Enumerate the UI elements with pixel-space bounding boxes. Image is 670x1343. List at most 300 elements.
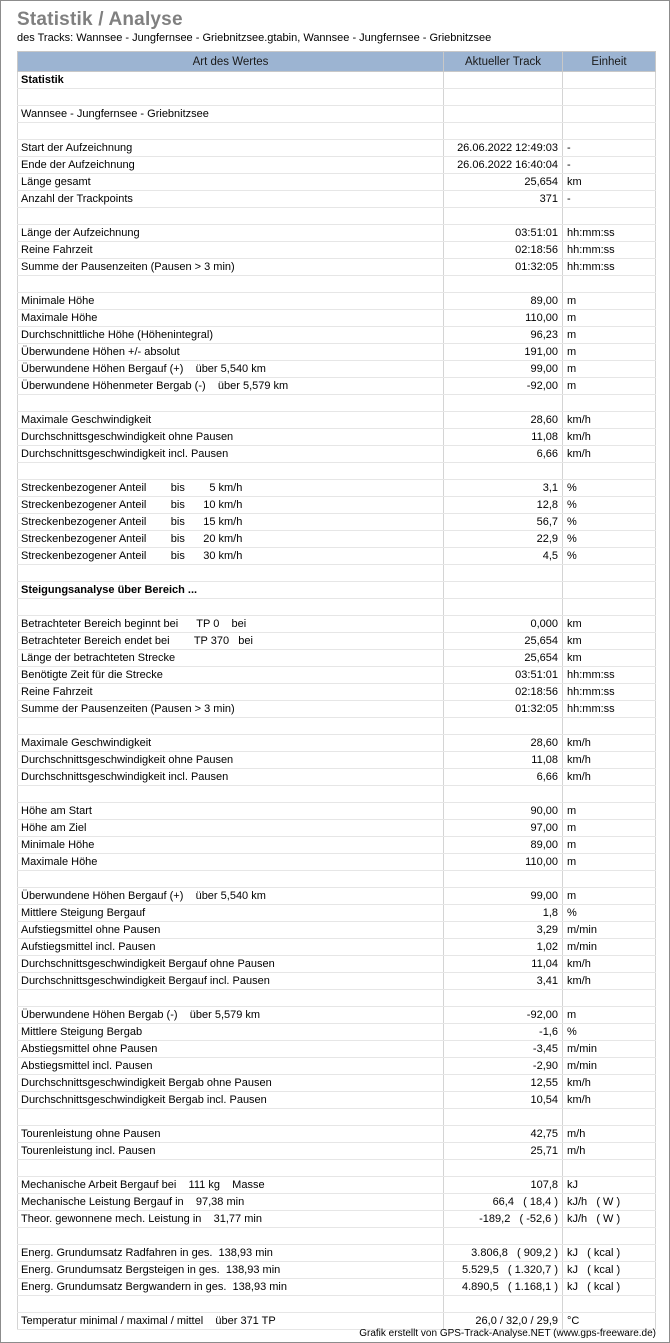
row-unit: kJ ( kcal ) [563,1279,656,1296]
table-row [18,412,656,429]
row-value: 02:18:56 [444,684,563,701]
row-label [18,1228,444,1245]
table-header-row [18,52,656,72]
row-value [444,89,563,106]
row-label: Abstiegsmittel ohne Pausen [18,1041,444,1058]
row-unit: km [563,174,656,191]
row-unit [563,990,656,1007]
row-value: 26.06.2022 16:40:04 [444,157,563,174]
spacer-row [18,871,656,888]
row-unit: - [563,140,656,157]
row-unit: kJ ( kcal ) [563,1262,656,1279]
table-row [18,633,656,650]
row-unit: m/min [563,939,656,956]
row-value [444,208,563,225]
table-row [18,820,656,837]
table-row [18,854,656,871]
row-label: Minimale Höhe [18,293,444,310]
row-unit: hh:mm:ss [563,259,656,276]
page-title: Statistik / Analyse [17,9,183,30]
row-value: 25,654 [444,650,563,667]
row-value: 96,23 [444,327,563,344]
table-row [18,752,656,769]
row-label: Minimale Höhe [18,837,444,854]
row-unit [563,1109,656,1126]
row-label: Ende der Aufzeichnung [18,157,444,174]
row-value [444,1228,563,1245]
table-row [18,1041,656,1058]
row-unit [563,565,656,582]
section-header-row [18,582,656,599]
spacer-row [18,463,656,480]
row-label: Durchschnittsgeschwindigkeit incl. Pausen [18,446,444,463]
row-label: Durchschnittsgeschwindigkeit Bergab ohne Pausen [18,1075,444,1092]
row-value: -3,45 [444,1041,563,1058]
table-row [18,497,656,514]
row-unit [563,718,656,735]
row-label: Anzahl der Trackpoints [18,191,444,208]
row-value: 4.890,5 ( 1.168,1 ) [444,1279,563,1296]
row-label: Maximale Geschwindigkeit [18,412,444,429]
row-value: 25,654 [444,633,563,650]
page-subtitle: des Tracks: Wannsee - Jungfernsee - Griebnitzsee.gtabin, Wannsee - Jungfernsee - Griebnitzsee [17,32,492,44]
row-unit [563,1228,656,1245]
row-label: Aufstiegsmittel incl. Pausen [18,939,444,956]
table-row [18,1075,656,1092]
row-value: -92,00 [444,378,563,395]
row-value: 1,02 [444,939,563,956]
row-label: Überwundene Höhen Bergab (-) über 5,579 km [18,1007,444,1024]
row-value [444,1296,563,1313]
row-label [18,395,444,412]
table-row [18,1245,656,1262]
row-label [18,1160,444,1177]
row-unit: m [563,1007,656,1024]
table-row [18,361,656,378]
row-label: Aufstiegsmittel ohne Pausen [18,922,444,939]
row-unit [563,106,656,123]
row-unit: m [563,803,656,820]
row-value: 56,7 [444,514,563,531]
table-row [18,1194,656,1211]
table-row [18,344,656,361]
row-value [444,276,563,293]
row-label: Statistik [18,72,444,89]
row-unit: % [563,905,656,922]
row-label: Durchschnittliche Höhe (Höhenintegral) [18,327,444,344]
row-unit: m [563,837,656,854]
row-label: Betrachteter Bereich beginnt bei TP 0 bei [18,616,444,633]
column-header-type: Art des Wertes [18,52,444,72]
row-value [444,106,563,123]
row-value: 3,29 [444,922,563,939]
row-unit: km/h [563,735,656,752]
row-unit: hh:mm:ss [563,225,656,242]
row-value: 110,00 [444,310,563,327]
row-value [444,463,563,480]
row-value: 11,08 [444,429,563,446]
row-label [18,89,444,106]
row-value: 0,000 [444,616,563,633]
table-row [18,922,656,939]
spacer-row [18,1296,656,1313]
row-label [18,786,444,803]
row-value: 26,0 / 32,0 / 29,9 [444,1313,563,1330]
table-row [18,446,656,463]
row-label: Maximale Geschwindigkeit [18,735,444,752]
spacer-row [18,208,656,225]
table-row [18,1313,656,1330]
row-value: 4,5 [444,548,563,565]
row-unit: m [563,378,656,395]
row-label [18,871,444,888]
row-unit: km/h [563,429,656,446]
row-unit: m [563,361,656,378]
row-value: 26.06.2022 12:49:03 [444,140,563,157]
row-unit: km/h [563,1092,656,1109]
table-row [18,1126,656,1143]
row-label: Benötigte Zeit für die Strecke [18,667,444,684]
spacer-row [18,395,656,412]
row-label [18,1296,444,1313]
spacer-row [18,1160,656,1177]
row-value: 28,60 [444,735,563,752]
row-unit: % [563,480,656,497]
table-row [18,242,656,259]
table-row [18,310,656,327]
row-label: Durchschnittsgeschwindigkeit ohne Pausen [18,429,444,446]
row-label: Länge der Aufzeichnung [18,225,444,242]
row-unit: % [563,1024,656,1041]
row-unit: m [563,293,656,310]
row-value: 01:32:05 [444,259,563,276]
row-label: Mittlere Steigung Bergab [18,1024,444,1041]
row-unit [563,582,656,599]
row-label: Wannsee - Jungfernsee - Griebnitzsee [18,106,444,123]
row-label: Tourenleistung ohne Pausen [18,1126,444,1143]
row-value: 03:51:01 [444,667,563,684]
row-value: 10,54 [444,1092,563,1109]
row-label: Summe der Pausenzeiten (Pausen > 3 min) [18,701,444,718]
spacer-row [18,1109,656,1126]
row-label: Steigungsanalyse über Bereich ... [18,582,444,599]
row-label: Länge der betrachteten Strecke [18,650,444,667]
row-label [18,276,444,293]
row-unit: km [563,633,656,650]
row-label: Start der Aufzeichnung [18,140,444,157]
row-label: Überwundene Höhen Bergauf (+) über 5,540 km [18,361,444,378]
row-label: Länge gesamt [18,174,444,191]
row-label: Höhe am Start [18,803,444,820]
row-unit [563,786,656,803]
table-row [18,1143,656,1160]
table-row [18,803,656,820]
row-label: Streckenbezogener Anteil bis 30 km/h [18,548,444,565]
row-unit [563,395,656,412]
row-label: Energ. Grundumsatz Bergsteigen in ges. 138,93 min [18,1262,444,1279]
row-label: Durchschnittsgeschwindigkeit Bergauf ohne Pausen [18,956,444,973]
table-body [18,72,656,1330]
row-label: Temperatur minimal / maximal / mittel über 371 TP [18,1313,444,1330]
row-value: 1,8 [444,905,563,922]
row-label: Streckenbezogener Anteil bis 15 km/h [18,514,444,531]
row-unit: m/min [563,1041,656,1058]
table-row [18,514,656,531]
row-unit: km [563,650,656,667]
row-value: 02:18:56 [444,242,563,259]
footer-credit: Grafik erstellt von GPS-Track-Analyse.NET (www.gps-freeware.de) [359,1328,656,1339]
row-unit: m [563,820,656,837]
row-label: Theor. gewonnene mech. Leistung in 31,77 min [18,1211,444,1228]
table-row [18,888,656,905]
spacer-row [18,565,656,582]
row-value: 01:32:05 [444,701,563,718]
table-row [18,259,656,276]
row-value: 22,9 [444,531,563,548]
row-label: Durchschnittsgeschwindigkeit ohne Pausen [18,752,444,769]
row-unit: m [563,854,656,871]
table-row [18,701,656,718]
row-label: Durchschnittsgeschwindigkeit Bergab incl. Pausen [18,1092,444,1109]
row-unit: km/h [563,769,656,786]
spacer-row [18,786,656,803]
row-label: Überwundene Höhen Bergauf (+) über 5,540 km [18,888,444,905]
row-value: 25,654 [444,174,563,191]
row-unit [563,463,656,480]
row-unit [563,1296,656,1313]
spacer-row [18,718,656,735]
row-unit: m [563,310,656,327]
row-unit: km/h [563,446,656,463]
table-row [18,174,656,191]
row-unit: % [563,514,656,531]
table-row [18,667,656,684]
row-unit: km/h [563,412,656,429]
row-value [444,582,563,599]
row-unit: hh:mm:ss [563,701,656,718]
row-label: Summe der Pausenzeiten (Pausen > 3 min) [18,259,444,276]
table-row [18,735,656,752]
row-unit: °C [563,1313,656,1330]
row-value [444,786,563,803]
row-label [18,1109,444,1126]
row-label: Streckenbezogener Anteil bis 5 km/h [18,480,444,497]
table-row [18,191,656,208]
table-row [18,1262,656,1279]
row-value [444,565,563,582]
row-value: -92,00 [444,1007,563,1024]
row-value [444,72,563,89]
row-value: 3.806,8 ( 909,2 ) [444,1245,563,1262]
row-label [18,718,444,735]
row-label: Betrachteter Bereich endet bei TP 370 bei [18,633,444,650]
row-value [444,123,563,140]
row-value: 107,8 [444,1177,563,1194]
spacer-row [18,123,656,140]
row-label: Energ. Grundumsatz Radfahren in ges. 138,93 min [18,1245,444,1262]
row-value: 90,00 [444,803,563,820]
table-row [18,1024,656,1041]
row-value [444,871,563,888]
row-label: Maximale Höhe [18,310,444,327]
row-value [444,1109,563,1126]
row-value [444,599,563,616]
table-row [18,973,656,990]
table-row [18,956,656,973]
row-unit: m/h [563,1126,656,1143]
row-value: -2,90 [444,1058,563,1075]
table-row [18,837,656,854]
table-row [18,157,656,174]
row-label: Durchschnittsgeschwindigkeit incl. Pausen [18,769,444,786]
row-value: 03:51:01 [444,225,563,242]
row-label: Energ. Grundumsatz Bergwandern in ges. 138,93 min [18,1279,444,1296]
row-label: Mechanische Arbeit Bergauf bei 111 kg Masse [18,1177,444,1194]
row-value: 371 [444,191,563,208]
row-unit: km/h [563,973,656,990]
row-unit: m [563,344,656,361]
row-value: 11,04 [444,956,563,973]
row-label: Reine Fahrzeit [18,242,444,259]
row-label: Überwundene Höhen +/- absolut [18,344,444,361]
table-row [18,293,656,310]
spacer-row [18,89,656,106]
section-header-row [18,72,656,89]
table-row [18,1177,656,1194]
row-label [18,123,444,140]
row-unit: kJ [563,1177,656,1194]
column-header-value: Aktueller Track [444,52,563,72]
row-value [444,1160,563,1177]
row-value: -189,2 ( -52,6 ) [444,1211,563,1228]
row-label [18,599,444,616]
row-value: 66,4 ( 18,4 ) [444,1194,563,1211]
row-unit: km/h [563,956,656,973]
row-value: 3,41 [444,973,563,990]
table-row [18,140,656,157]
row-label: Durchschnittsgeschwindigkeit Bergauf incl. Pausen [18,973,444,990]
table-row [18,905,656,922]
row-unit: m [563,888,656,905]
row-label: Überwundene Höhenmeter Bergab (-) über 5,579 km [18,378,444,395]
row-unit: m/h [563,1143,656,1160]
row-label: Höhe am Ziel [18,820,444,837]
row-unit [563,123,656,140]
table-row [18,1279,656,1296]
row-unit [563,72,656,89]
row-value: 97,00 [444,820,563,837]
row-unit: % [563,497,656,514]
row-unit [563,599,656,616]
table-row [18,1007,656,1024]
table-row [18,225,656,242]
table-row [18,378,656,395]
table-row [18,684,656,701]
table-row [18,327,656,344]
table-row [18,769,656,786]
row-label: Streckenbezogener Anteil bis 20 km/h [18,531,444,548]
row-label: Maximale Höhe [18,854,444,871]
row-value: 6,66 [444,446,563,463]
statistics-table [17,51,656,1330]
row-value [444,395,563,412]
row-unit: kJ/h ( W ) [563,1194,656,1211]
row-unit [563,89,656,106]
row-unit: m/min [563,1058,656,1075]
row-unit: kJ/h ( W ) [563,1211,656,1228]
table-row [18,650,656,667]
row-unit: % [563,531,656,548]
row-label: Streckenbezogener Anteil bis 10 km/h [18,497,444,514]
row-value: -1,6 [444,1024,563,1041]
row-unit [563,1160,656,1177]
spacer-row [18,276,656,293]
row-value [444,718,563,735]
row-label: Reine Fahrzeit [18,684,444,701]
row-label [18,990,444,1007]
row-unit: - [563,157,656,174]
row-value: 28,60 [444,412,563,429]
row-value: 25,71 [444,1143,563,1160]
row-label [18,565,444,582]
column-header-unit: Einheit [563,52,656,72]
row-label: Mechanische Leistung Bergauf in 97,38 min [18,1194,444,1211]
row-label [18,208,444,225]
table-row [18,1211,656,1228]
row-unit [563,208,656,225]
table-row [18,939,656,956]
row-unit: m [563,327,656,344]
row-unit: hh:mm:ss [563,242,656,259]
row-value: 110,00 [444,854,563,871]
row-value: 42,75 [444,1126,563,1143]
row-label: Abstiegsmittel incl. Pausen [18,1058,444,1075]
row-unit: - [563,191,656,208]
row-label: Mittlere Steigung Bergauf [18,905,444,922]
table-row [18,429,656,446]
row-value: 11,08 [444,752,563,769]
row-unit [563,871,656,888]
row-value: 12,8 [444,497,563,514]
row-label: Tourenleistung incl. Pausen [18,1143,444,1160]
row-value: 99,00 [444,888,563,905]
row-value: 89,00 [444,293,563,310]
row-unit: km/h [563,1075,656,1092]
table-row [18,1058,656,1075]
spacer-row [18,990,656,1007]
row-value: 89,00 [444,837,563,854]
row-unit: km [563,616,656,633]
row-value: 12,55 [444,1075,563,1092]
row-unit: m/min [563,922,656,939]
row-unit: % [563,548,656,565]
row-unit [563,276,656,293]
table-row [18,1092,656,1109]
row-unit: hh:mm:ss [563,667,656,684]
spacer-row [18,1228,656,1245]
table-row [18,106,656,123]
row-value: 99,00 [444,361,563,378]
row-value: 5.529,5 ( 1.320,7 ) [444,1262,563,1279]
row-unit: hh:mm:ss [563,684,656,701]
table-row [18,548,656,565]
table-row [18,616,656,633]
row-value: 191,00 [444,344,563,361]
spacer-row [18,599,656,616]
row-value: 3,1 [444,480,563,497]
row-value: 6,66 [444,769,563,786]
row-value [444,990,563,1007]
